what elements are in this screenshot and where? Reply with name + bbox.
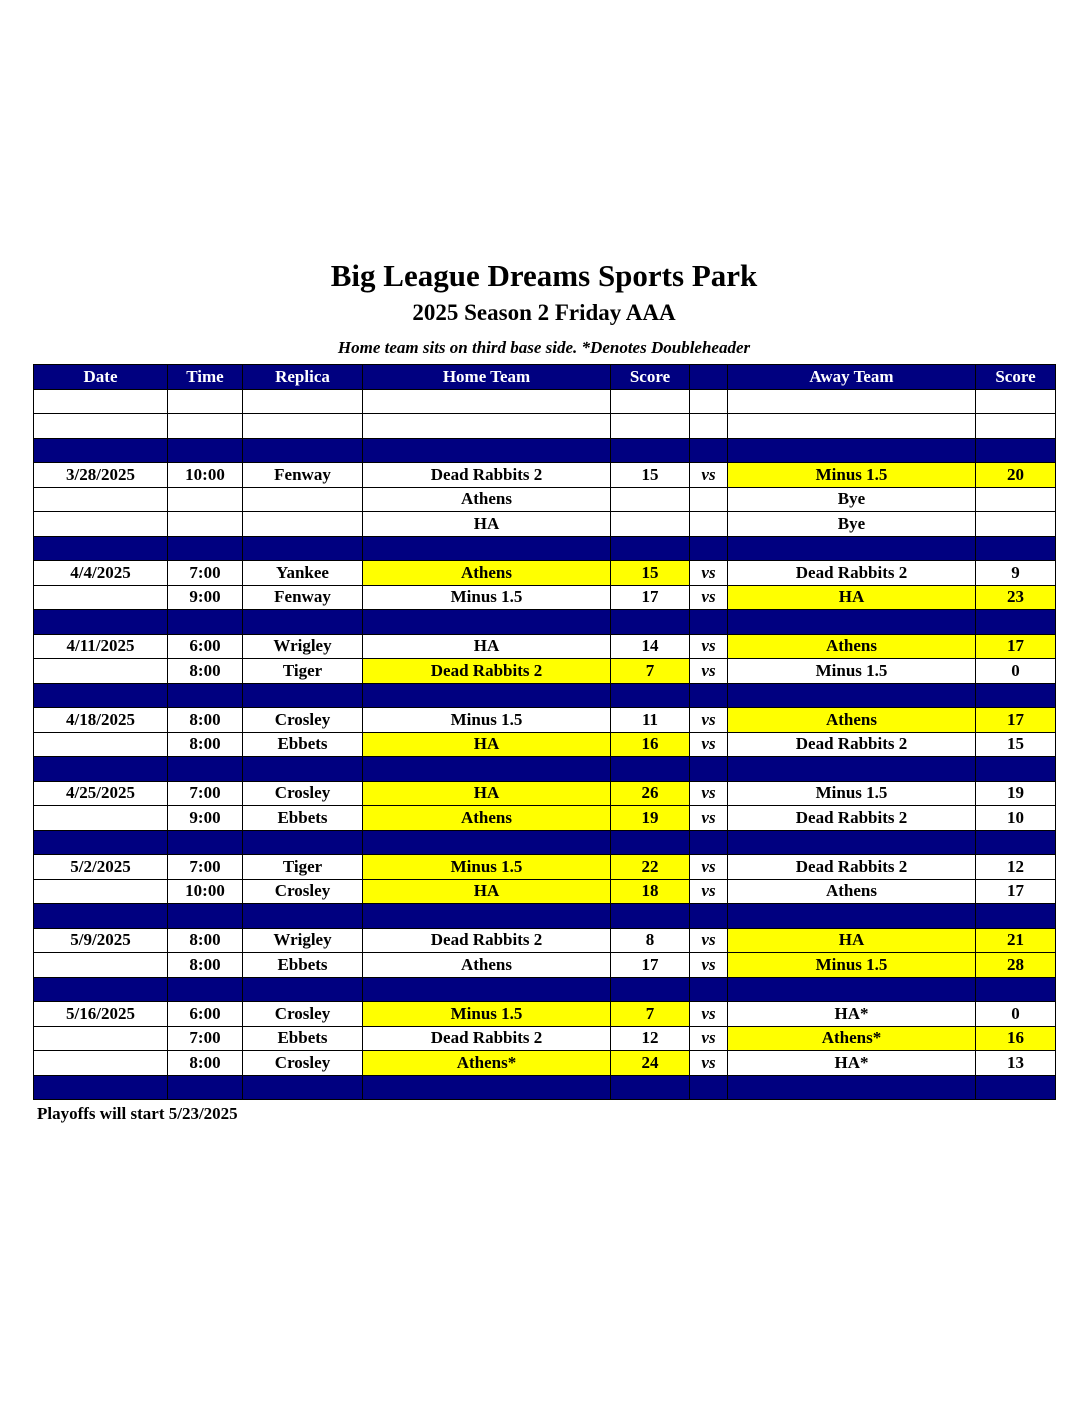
replica-cell xyxy=(243,830,363,855)
time-cell: 8:00 xyxy=(168,708,243,733)
time-cell xyxy=(168,977,243,1002)
separator-row xyxy=(34,904,1056,929)
home-score-cell: 22 xyxy=(611,855,690,880)
date-cell xyxy=(34,977,168,1002)
away-team-cell xyxy=(728,389,976,414)
away-team-cell: Bye xyxy=(728,487,976,512)
date-cell xyxy=(34,659,168,684)
separator-row xyxy=(34,757,1056,782)
date-cell: 5/9/2025 xyxy=(34,928,168,953)
home-score-cell: 24 xyxy=(611,1051,690,1076)
home-team-cell xyxy=(363,389,611,414)
away-score-cell xyxy=(976,1075,1056,1100)
replica-cell xyxy=(243,610,363,635)
home-team-cell: HA xyxy=(363,512,611,537)
away-score-cell xyxy=(976,414,1056,439)
vs-cell: vs xyxy=(690,634,728,659)
away-team-cell: Athens xyxy=(728,634,976,659)
away-score-cell: 28 xyxy=(976,953,1056,978)
home-score-cell xyxy=(611,536,690,561)
vs-cell: vs xyxy=(690,1051,728,1076)
vs-cell xyxy=(690,904,728,929)
col-header-replica: Replica xyxy=(243,365,363,390)
time-cell: 9:00 xyxy=(168,585,243,610)
vs-cell: vs xyxy=(690,806,728,831)
home-team-cell: Dead Rabbits 2 xyxy=(363,928,611,953)
home-team-cell xyxy=(363,438,611,463)
home-team-cell: Dead Rabbits 2 xyxy=(363,1026,611,1051)
date-cell: 4/11/2025 xyxy=(34,634,168,659)
away-team-cell: HA* xyxy=(728,1002,976,1027)
time-cell: 6:00 xyxy=(168,1002,243,1027)
replica-cell: Tiger xyxy=(243,659,363,684)
vs-cell: vs xyxy=(690,928,728,953)
blank-row xyxy=(34,414,1056,439)
home-score-cell xyxy=(611,389,690,414)
replica-cell xyxy=(243,487,363,512)
separator-row xyxy=(34,683,1056,708)
game-row xyxy=(34,928,1056,953)
date-cell: 3/28/2025 xyxy=(34,463,168,488)
away-team-cell xyxy=(728,438,976,463)
date-cell xyxy=(34,389,168,414)
away-team-cell: Bye xyxy=(728,512,976,537)
away-score-cell: 0 xyxy=(976,659,1056,684)
header-row xyxy=(34,365,1056,390)
replica-cell xyxy=(243,977,363,1002)
vs-cell: vs xyxy=(690,855,728,880)
vs-cell: vs xyxy=(690,585,728,610)
game-row xyxy=(34,1026,1056,1051)
home-score-cell xyxy=(611,414,690,439)
home-team-cell: Athens xyxy=(363,561,611,586)
away-team-cell xyxy=(728,904,976,929)
time-cell xyxy=(168,610,243,635)
time-cell: 9:00 xyxy=(168,806,243,831)
away-score-cell xyxy=(976,904,1056,929)
vs-cell xyxy=(690,512,728,537)
game-row xyxy=(34,585,1056,610)
time-cell: 8:00 xyxy=(168,732,243,757)
time-cell xyxy=(168,536,243,561)
home-score-cell: 7 xyxy=(611,659,690,684)
time-cell xyxy=(168,438,243,463)
game-row xyxy=(34,512,1056,537)
away-team-cell xyxy=(728,757,976,782)
away-team-cell: Athens xyxy=(728,708,976,733)
col-header-time: Time xyxy=(168,365,243,390)
replica-cell: Wrigley xyxy=(243,634,363,659)
away-score-cell: 17 xyxy=(976,879,1056,904)
date-cell: 5/16/2025 xyxy=(34,1002,168,1027)
time-cell xyxy=(168,487,243,512)
date-cell xyxy=(34,953,168,978)
home-team-cell xyxy=(363,683,611,708)
home-team-cell xyxy=(363,757,611,782)
replica-cell: Crosley xyxy=(243,879,363,904)
vs-cell xyxy=(690,977,728,1002)
date-cell xyxy=(34,610,168,635)
home-score-cell: 17 xyxy=(611,953,690,978)
replica-cell: Crosley xyxy=(243,1051,363,1076)
away-team-cell: HA xyxy=(728,928,976,953)
game-row xyxy=(34,855,1056,880)
time-cell xyxy=(168,512,243,537)
home-team-cell: Minus 1.5 xyxy=(363,855,611,880)
time-cell: 10:00 xyxy=(168,879,243,904)
home-score-cell xyxy=(611,830,690,855)
game-row xyxy=(34,463,1056,488)
time-cell xyxy=(168,830,243,855)
home-team-cell xyxy=(363,536,611,561)
home-team-cell: Athens xyxy=(363,953,611,978)
date-cell xyxy=(34,732,168,757)
replica-cell: Crosley xyxy=(243,708,363,733)
home-team-cell: HA xyxy=(363,634,611,659)
home-score-cell: 11 xyxy=(611,708,690,733)
away-team-cell: Minus 1.5 xyxy=(728,781,976,806)
away-score-cell xyxy=(976,389,1056,414)
replica-cell: Crosley xyxy=(243,1002,363,1027)
replica-cell: Ebbets xyxy=(243,806,363,831)
col-header-away-score: Score xyxy=(976,365,1056,390)
away-score-cell: 12 xyxy=(976,855,1056,880)
away-team-cell: Minus 1.5 xyxy=(728,953,976,978)
col-header-home-score: Score xyxy=(611,365,690,390)
game-row xyxy=(34,561,1056,586)
away-team-cell: HA xyxy=(728,585,976,610)
away-team-cell xyxy=(728,830,976,855)
time-cell xyxy=(168,904,243,929)
time-cell: 10:00 xyxy=(168,463,243,488)
home-score-cell xyxy=(611,512,690,537)
time-cell: 8:00 xyxy=(168,1051,243,1076)
col-header-home-team: Home Team xyxy=(363,365,611,390)
home-score-cell: 14 xyxy=(611,634,690,659)
away-team-cell: Dead Rabbits 2 xyxy=(728,806,976,831)
vs-cell xyxy=(690,830,728,855)
vs-cell: vs xyxy=(690,732,728,757)
replica-cell: Wrigley xyxy=(243,928,363,953)
replica-cell xyxy=(243,683,363,708)
away-team-cell: HA* xyxy=(728,1051,976,1076)
home-score-cell: 8 xyxy=(611,928,690,953)
away-team-cell: Dead Rabbits 2 xyxy=(728,561,976,586)
time-cell xyxy=(168,414,243,439)
away-score-cell xyxy=(976,757,1056,782)
vs-cell: vs xyxy=(690,953,728,978)
away-team-cell: Minus 1.5 xyxy=(728,463,976,488)
away-score-cell: 13 xyxy=(976,1051,1056,1076)
vs-cell: vs xyxy=(690,879,728,904)
home-score-cell xyxy=(611,683,690,708)
home-team-cell: Minus 1.5 xyxy=(363,1002,611,1027)
home-team-cell: Minus 1.5 xyxy=(363,585,611,610)
date-cell xyxy=(34,1026,168,1051)
date-cell xyxy=(34,585,168,610)
home-team-cell xyxy=(363,830,611,855)
home-team-cell: Dead Rabbits 2 xyxy=(363,659,611,684)
vs-cell xyxy=(690,1075,728,1100)
time-cell: 6:00 xyxy=(168,634,243,659)
col-header-date: Date xyxy=(34,365,168,390)
time-cell: 7:00 xyxy=(168,855,243,880)
vs-cell xyxy=(690,414,728,439)
date-cell xyxy=(34,757,168,782)
away-team-cell xyxy=(728,610,976,635)
date-cell xyxy=(34,487,168,512)
away-team-cell: Athens xyxy=(728,879,976,904)
away-team-cell xyxy=(728,977,976,1002)
home-score-cell xyxy=(611,904,690,929)
replica-cell: Ebbets xyxy=(243,953,363,978)
vs-cell xyxy=(690,610,728,635)
replica-cell xyxy=(243,389,363,414)
date-cell xyxy=(34,879,168,904)
replica-cell xyxy=(243,904,363,929)
replica-cell: Ebbets xyxy=(243,732,363,757)
home-score-cell: 19 xyxy=(611,806,690,831)
separator-row xyxy=(34,438,1056,463)
away-score-cell xyxy=(976,536,1056,561)
home-team-cell: Athens* xyxy=(363,1051,611,1076)
col-header-away-team: Away Team xyxy=(728,365,976,390)
away-score-cell xyxy=(976,438,1056,463)
blank-row xyxy=(34,389,1056,414)
away-team-cell xyxy=(728,1075,976,1100)
away-score-cell: 17 xyxy=(976,708,1056,733)
home-score-cell xyxy=(611,977,690,1002)
away-score-cell: 9 xyxy=(976,561,1056,586)
replica-cell: Yankee xyxy=(243,561,363,586)
home-score-cell xyxy=(611,438,690,463)
date-cell: 5/2/2025 xyxy=(34,855,168,880)
playoffs-note: Playoffs will start 5/23/2025 xyxy=(37,1104,238,1123)
away-score-cell: 0 xyxy=(976,1002,1056,1027)
vs-cell xyxy=(690,757,728,782)
replica-cell: Crosley xyxy=(243,781,363,806)
away-score-cell: 23 xyxy=(976,585,1056,610)
away-team-cell: Dead Rabbits 2 xyxy=(728,732,976,757)
date-cell: 4/4/2025 xyxy=(34,561,168,586)
game-row xyxy=(34,879,1056,904)
home-score-cell: 15 xyxy=(611,463,690,488)
vs-cell xyxy=(690,389,728,414)
home-score-cell: 15 xyxy=(611,561,690,586)
game-row xyxy=(34,708,1056,733)
away-team-cell xyxy=(728,414,976,439)
home-score-cell xyxy=(611,1075,690,1100)
date-cell xyxy=(34,806,168,831)
game-row xyxy=(34,732,1056,757)
time-cell xyxy=(168,757,243,782)
date-cell xyxy=(34,414,168,439)
vs-cell: vs xyxy=(690,781,728,806)
game-row xyxy=(34,659,1056,684)
separator-row xyxy=(34,1075,1056,1100)
vs-cell xyxy=(690,536,728,561)
home-team-cell: HA xyxy=(363,879,611,904)
away-team-cell: Athens* xyxy=(728,1026,976,1051)
away-score-cell: 20 xyxy=(976,463,1056,488)
home-team-cell: Athens xyxy=(363,806,611,831)
separator-row xyxy=(34,536,1056,561)
vs-cell: vs xyxy=(690,1026,728,1051)
away-score-cell: 21 xyxy=(976,928,1056,953)
game-row xyxy=(34,953,1056,978)
replica-cell xyxy=(243,438,363,463)
time-cell xyxy=(168,1075,243,1100)
date-cell xyxy=(34,512,168,537)
replica-cell xyxy=(243,414,363,439)
away-score-cell xyxy=(976,487,1056,512)
away-score-cell xyxy=(976,512,1056,537)
col-header-vs xyxy=(690,365,728,390)
away-team-cell xyxy=(728,536,976,561)
away-team-cell: Minus 1.5 xyxy=(728,659,976,684)
away-team-cell xyxy=(728,683,976,708)
date-cell xyxy=(34,830,168,855)
vs-cell: vs xyxy=(690,463,728,488)
replica-cell: Tiger xyxy=(243,855,363,880)
date-cell xyxy=(34,536,168,561)
vs-cell: vs xyxy=(690,1002,728,1027)
game-row xyxy=(34,806,1056,831)
time-cell: 7:00 xyxy=(168,781,243,806)
schedule-body xyxy=(34,389,1056,1100)
game-row xyxy=(34,1002,1056,1027)
away-team-cell: Dead Rabbits 2 xyxy=(728,855,976,880)
page-title: Big League Dreams Sports Park xyxy=(330,258,758,293)
home-score-cell: 7 xyxy=(611,1002,690,1027)
home-score-cell xyxy=(611,757,690,782)
home-score-cell: 18 xyxy=(611,879,690,904)
separator-row xyxy=(34,610,1056,635)
away-score-cell xyxy=(976,683,1056,708)
time-cell xyxy=(168,683,243,708)
replica-cell: Fenway xyxy=(243,585,363,610)
replica-cell xyxy=(243,512,363,537)
away-score-cell: 16 xyxy=(976,1026,1056,1051)
time-cell: 7:00 xyxy=(168,1026,243,1051)
home-score-cell: 12 xyxy=(611,1026,690,1051)
replica-cell: Fenway xyxy=(243,463,363,488)
replica-cell xyxy=(243,757,363,782)
date-cell: 4/25/2025 xyxy=(34,781,168,806)
replica-cell xyxy=(243,536,363,561)
game-row xyxy=(34,1051,1056,1076)
away-score-cell: 10 xyxy=(976,806,1056,831)
vs-cell xyxy=(690,487,728,512)
replica-cell: Ebbets xyxy=(243,1026,363,1051)
time-cell: 8:00 xyxy=(168,928,243,953)
schedule-note: Home team sits on third base side. *Denotes Doubleheader xyxy=(337,338,751,357)
home-team-cell xyxy=(363,610,611,635)
time-cell xyxy=(168,389,243,414)
home-score-cell: 26 xyxy=(611,781,690,806)
game-row xyxy=(34,634,1056,659)
vs-cell xyxy=(690,438,728,463)
date-cell xyxy=(34,438,168,463)
home-team-cell xyxy=(363,414,611,439)
time-cell: 8:00 xyxy=(168,953,243,978)
date-cell xyxy=(34,683,168,708)
schedule-table xyxy=(33,364,1056,1100)
away-score-cell: 15 xyxy=(976,732,1056,757)
time-cell: 7:00 xyxy=(168,561,243,586)
home-score-cell xyxy=(611,610,690,635)
home-team-cell xyxy=(363,904,611,929)
home-team-cell: Minus 1.5 xyxy=(363,708,611,733)
separator-row xyxy=(34,977,1056,1002)
date-cell xyxy=(34,1051,168,1076)
separator-row xyxy=(34,830,1056,855)
away-score-cell: 17 xyxy=(976,634,1056,659)
away-score-cell xyxy=(976,610,1056,635)
home-score-cell xyxy=(611,487,690,512)
home-score-cell: 17 xyxy=(611,585,690,610)
vs-cell: vs xyxy=(690,561,728,586)
home-team-cell xyxy=(363,977,611,1002)
home-team-cell: Athens xyxy=(363,487,611,512)
away-score-cell xyxy=(976,977,1056,1002)
home-team-cell: Dead Rabbits 2 xyxy=(363,463,611,488)
home-team-cell xyxy=(363,1075,611,1100)
page-subtitle: 2025 Season 2 Friday AAA xyxy=(412,300,676,325)
vs-cell: vs xyxy=(690,708,728,733)
date-cell xyxy=(34,1075,168,1100)
game-row xyxy=(34,781,1056,806)
home-team-cell: HA xyxy=(363,732,611,757)
time-cell: 8:00 xyxy=(168,659,243,684)
vs-cell: vs xyxy=(690,659,728,684)
date-cell xyxy=(34,904,168,929)
home-score-cell: 16 xyxy=(611,732,690,757)
away-score-cell: 19 xyxy=(976,781,1056,806)
vs-cell xyxy=(690,683,728,708)
away-score-cell xyxy=(976,830,1056,855)
replica-cell xyxy=(243,1075,363,1100)
home-team-cell: HA xyxy=(363,781,611,806)
date-cell: 4/18/2025 xyxy=(34,708,168,733)
game-row xyxy=(34,487,1056,512)
